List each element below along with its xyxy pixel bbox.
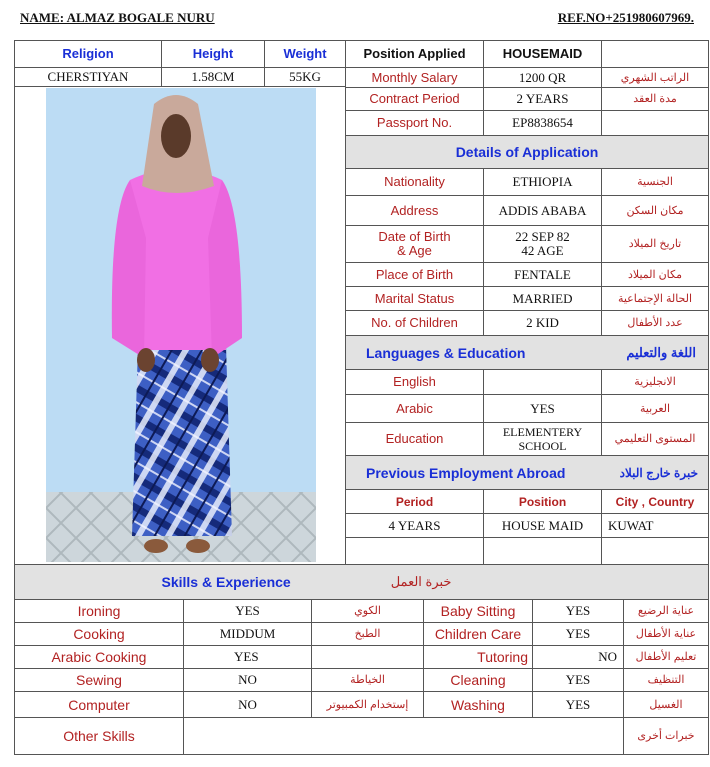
arabic-label: Arabic <box>345 394 484 423</box>
skill-arabic-tutoring: تعليم الأطفال <box>623 645 709 669</box>
education-arabic: المستوى التعليمي <box>601 422 709 456</box>
salary-arabic: الراتب الشهري <box>601 67 709 88</box>
languages-title: Languages & Education <box>366 344 526 361</box>
employment-arabic: خبرة خارج البلاد <box>619 465 698 480</box>
english-value <box>483 369 602 395</box>
languages-header <box>345 335 709 370</box>
dob-label: Date of Birth & Age <box>345 225 484 263</box>
position-header: Position <box>483 489 602 514</box>
skill-arabic-cooking: الطبخ <box>311 622 424 646</box>
position-label: Position Applied <box>345 40 484 68</box>
skill-label-computer: Computer <box>14 691 184 718</box>
skill-arabic-ironing: الكوي <box>311 599 424 623</box>
salary-label: Monthly Salary <box>345 67 484 88</box>
dob-value: 22 SEP 82 42 AGE <box>483 225 602 263</box>
skill-label-childrencare: Children Care <box>423 622 533 646</box>
emp-position-value: HOUSE MAID <box>483 513 602 538</box>
address-arabic: مكان السكن <box>601 195 709 226</box>
skill-label-arabiccooking: Arabic Cooking <box>14 645 184 669</box>
period-value: 4 YEARS <box>345 513 484 538</box>
other-skills-label: Other Skills <box>14 717 184 755</box>
english-label: English <box>345 369 484 395</box>
other-skills-value <box>183 717 624 755</box>
skill-arabic-cleaning: التنظيف <box>623 668 709 692</box>
dob-arabic: تاريخ الميلاد <box>601 225 709 263</box>
period-header: Period <box>345 489 484 514</box>
skill-value-childrencare: YES <box>532 622 624 646</box>
contract-label: Contract Period <box>345 87 484 111</box>
skill-value-sewing: NO <box>183 668 312 692</box>
contract-arabic: مدة العقد <box>601 87 709 111</box>
skill-label-sewing: Sewing <box>14 668 184 692</box>
skill-value-computer: NO <box>183 691 312 718</box>
address-label: Address <box>345 195 484 226</box>
skills-header <box>14 564 709 600</box>
skill-label-washing: Washing <box>423 691 533 718</box>
skills-title: Skills & Experience <box>161 574 291 590</box>
passport-label: Passport No. <box>345 110 484 136</box>
english-arabic: الانجليزية <box>601 369 709 395</box>
skill-value-tutoring: NO <box>532 645 624 669</box>
position-blank <box>601 40 709 68</box>
skill-value-cleaning: YES <box>532 668 624 692</box>
employment-header <box>345 455 709 490</box>
photo-frame <box>14 86 346 565</box>
languages-arabic: اللغة والتعليم <box>626 344 696 360</box>
contract-value: 2 YEARS <box>483 87 602 111</box>
religion-header: Religion <box>14 40 162 68</box>
skill-value-babysitting: YES <box>532 599 624 623</box>
emp-blank-2 <box>483 537 602 565</box>
skill-arabic-childrencare: عناية الأطفال <box>623 622 709 646</box>
marital-value: MARRIED <box>483 286 602 311</box>
skill-value-arabiccooking: YES <box>183 645 312 669</box>
city-value: KUWAT <box>601 513 709 538</box>
skill-arabic-arabiccooking <box>311 645 424 669</box>
other-skills-arabic: خبرات أخرى <box>623 717 709 755</box>
arabic-value: YES <box>483 394 602 423</box>
address-value: ADDIS ABABA <box>483 195 602 226</box>
religion-value: CHERSTIYAN <box>14 67 162 87</box>
emp-blank-3 <box>601 537 709 565</box>
children-value: 2 KID <box>483 310 602 336</box>
weight-header: Weight <box>264 40 346 68</box>
skill-arabic-sewing: الخياطة <box>311 668 424 692</box>
birthplace-arabic: مكان الميلاد <box>601 262 709 287</box>
birthplace-label: Place of Birth <box>345 262 484 287</box>
details-title: Details of Application <box>345 135 709 169</box>
skill-arabic-computer: إستخدام الكمبيوتر <box>311 691 424 718</box>
skill-label-babysitting: Baby Sitting <box>423 599 533 623</box>
passport-arabic <box>601 110 709 136</box>
salary-value: 1200 QR <box>483 67 602 88</box>
nationality-value: ETHIOPIA <box>483 168 602 196</box>
nationality-label: Nationality <box>345 168 484 196</box>
skill-value-washing: YES <box>532 691 624 718</box>
position-value: HOUSEMAID <box>483 40 602 68</box>
skill-label-tutoring: Tutoring <box>423 645 533 669</box>
birthplace-value: FENTALE <box>483 262 602 287</box>
arabic-arabic: العربية <box>601 394 709 423</box>
skill-arabic-babysitting: عناية الرضيع <box>623 599 709 623</box>
passport-value: EP8838654 <box>483 110 602 136</box>
skill-label-cleaning: Cleaning <box>423 668 533 692</box>
employment-title: Previous Employment Abroad <box>366 464 566 481</box>
height-header: Height <box>161 40 265 68</box>
marital-label: Marital Status <box>345 286 484 311</box>
children-arabic: عدد الأطفال <box>601 310 709 336</box>
education-label: Education <box>345 422 484 456</box>
reference-number: REF.NO+251980607969. <box>557 10 694 25</box>
nationality-arabic: الجنسية <box>601 168 709 196</box>
skill-label-cooking: Cooking <box>14 622 184 646</box>
weight-value: 55KG <box>264 67 346 87</box>
applicant-name: NAME: ALMAZ BOGALE NURU <box>20 10 215 25</box>
marital-arabic: الحالة الإجتماعية <box>601 286 709 311</box>
skill-value-cooking: MIDDUM <box>183 622 312 646</box>
height-value: 1.58CM <box>161 67 265 87</box>
education-value: ELEMENTERY SCHOOL <box>483 422 602 456</box>
city-header: City , Country <box>601 489 709 514</box>
skill-value-ironing: YES <box>183 599 312 623</box>
skill-label-ironing: Ironing <box>14 599 184 623</box>
emp-blank-1 <box>345 537 484 565</box>
skill-arabic-washing: الغسيل <box>623 691 709 718</box>
children-label: No. of Children <box>345 310 484 336</box>
skills-arabic: خبرة العمل <box>390 574 452 589</box>
